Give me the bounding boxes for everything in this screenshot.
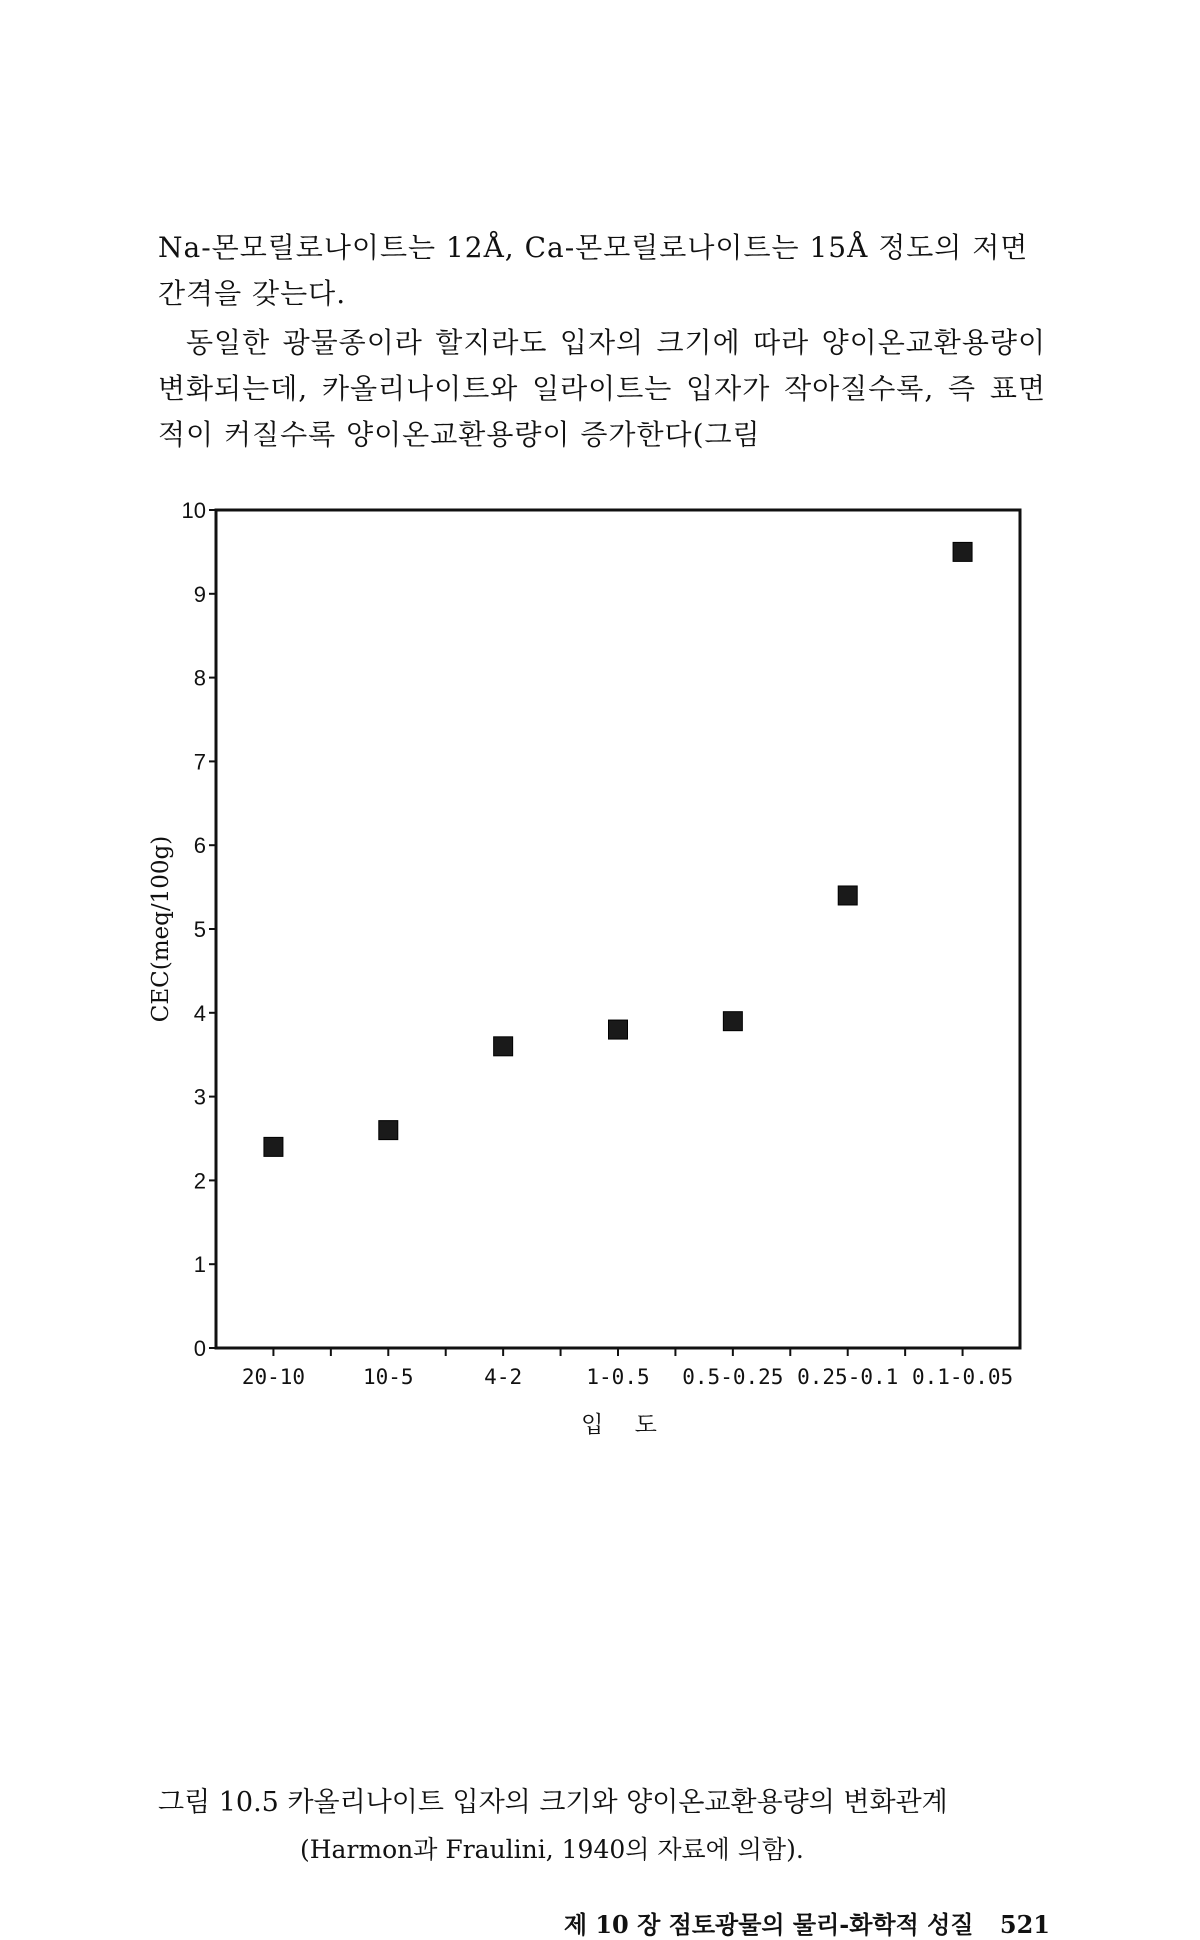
body-paragraph-2-text: 동일한 광물종이라 할지라도 입자의 크기에 따라 양이온교환용량이 변화되는데, 카올리나이트와 일라이트는 입자가 작아질수록, 즉 표면적이 커질수록 양이온교환용량이 증가한다(그림 xyxy=(158,326,1046,451)
running-footer xyxy=(564,1905,1050,1940)
figure-caption: 그림 10.5 카올리나이트 입자의 크기와 양이온교환용량의 변화관계 xyxy=(158,1787,948,1818)
y-axis-title: CEC(meq/100g) xyxy=(148,835,174,1023)
y-tick-label: 2 xyxy=(193,1168,206,1194)
y-tick-label: 0 xyxy=(193,1336,206,1361)
y-tick-label: 1 xyxy=(193,1252,206,1278)
y-tick-label: 10 xyxy=(181,498,206,523)
x-tick-label: 0.5-0.25 xyxy=(682,1365,784,1389)
y-tick-label: 8 xyxy=(193,665,206,691)
data-point xyxy=(264,1137,283,1156)
x-tick-label: 20-10 xyxy=(241,1365,306,1389)
y-tick-label: 7 xyxy=(193,749,206,775)
x-tick-label: 4-2 xyxy=(484,1365,523,1389)
plot-frame xyxy=(216,510,1020,1348)
data-point xyxy=(723,1012,742,1031)
data-point xyxy=(494,1037,513,1056)
x-tick-label: 1-0.5 xyxy=(586,1365,650,1389)
x-tick-label: 0.25-0.1 xyxy=(797,1365,899,1389)
y-tick-label: 5 xyxy=(193,917,206,942)
data-point xyxy=(379,1121,398,1140)
x-tick-label: 10-5 xyxy=(362,1365,414,1389)
data-point xyxy=(609,1020,628,1039)
data-point xyxy=(838,886,857,905)
data-point xyxy=(953,542,972,561)
body-paragraph-1-text: Na-몬모릴로나이트는 12Å, Ca-몬모릴로나이트는 15Å 정도의 저면간격을 갖는다. xyxy=(158,231,1029,310)
y-axis xyxy=(182,498,217,1361)
figure-caption-source: (Harmon과 Fraulini, 1940의 자료에 의함). xyxy=(300,1835,804,1864)
y-tick-label: 6 xyxy=(193,833,206,859)
y-tick-label: 9 xyxy=(193,581,206,607)
x-tick-label: 0.1-0.05 xyxy=(911,1365,1014,1389)
x-axis xyxy=(242,1347,1013,1389)
x-axis-title: 입 도 xyxy=(581,1412,669,1438)
data-points xyxy=(264,542,972,1156)
chapter-title: 제 10 장 점토광물의 물리-화학적 성질 xyxy=(563,1910,974,1939)
y-tick-label: 4 xyxy=(193,1000,206,1026)
y-tick-label: 3 xyxy=(193,1084,206,1110)
page-number: 521 xyxy=(999,1910,1050,1939)
